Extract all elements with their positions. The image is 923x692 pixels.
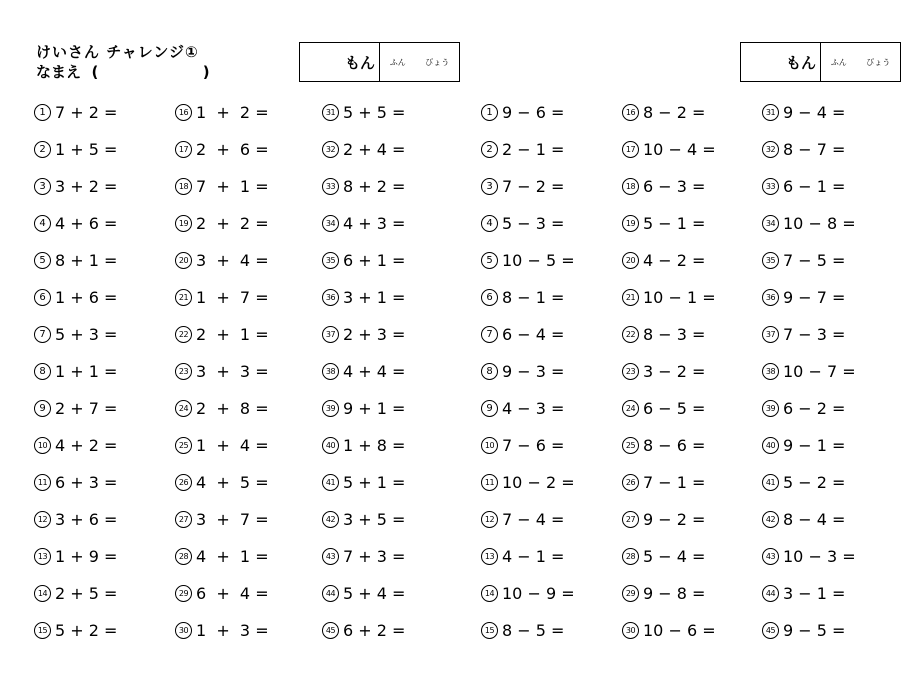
problem-expression: 5 + 4 = xyxy=(343,584,406,603)
name-field-line: なまえ ( ) xyxy=(36,63,210,81)
problem-expression: 2 + 4 = xyxy=(343,140,406,159)
problem-number-badge: 45 xyxy=(322,622,339,639)
problem-row xyxy=(322,434,405,471)
problem-expression: 2 + 3 = xyxy=(343,325,406,344)
problem-row xyxy=(622,249,716,286)
subtraction-column-1 xyxy=(481,101,575,656)
problem-row xyxy=(762,397,856,434)
problem-number-badge: 10 xyxy=(481,437,498,454)
worksheet-header xyxy=(36,42,210,82)
problem-expression: 5 − 2 = xyxy=(783,473,846,492)
problem-expression: 4 + 6 = xyxy=(55,214,118,233)
problem-expression: 8 − 2 = xyxy=(643,103,706,122)
problem-number-badge: 24 xyxy=(622,400,639,417)
problem-number-badge: 8 xyxy=(34,363,51,380)
score-box-addition xyxy=(299,42,460,82)
problem-expression: 6 + 3 = xyxy=(55,473,118,492)
problem-expression: 4 − 1 = xyxy=(502,547,565,566)
problem-row xyxy=(481,434,575,471)
problem-row xyxy=(175,175,269,212)
problem-row xyxy=(175,101,269,138)
problem-expression: 2 + 2 = xyxy=(196,214,269,233)
problem-number-badge: 24 xyxy=(175,400,192,417)
problem-expression: 7 + 2 = xyxy=(55,103,118,122)
addition-column-1 xyxy=(34,101,117,656)
problem-number-badge: 2 xyxy=(34,141,51,158)
problem-expression: 8 + 1 = xyxy=(55,251,118,270)
problem-expression: 9 − 1 = xyxy=(783,436,846,455)
problem-row xyxy=(34,545,117,582)
problem-number-badge: 38 xyxy=(322,363,339,380)
problem-number-badge: 16 xyxy=(175,104,192,121)
problem-row xyxy=(762,471,856,508)
problem-number-badge: 23 xyxy=(175,363,192,380)
problem-number-badge: 12 xyxy=(481,511,498,528)
problem-row xyxy=(622,619,716,656)
problem-expression: 8 − 6 = xyxy=(643,436,706,455)
problem-expression: 9 − 4 = xyxy=(783,103,846,122)
problem-number-badge: 14 xyxy=(481,585,498,602)
problem-expression: 4 + 2 = xyxy=(55,436,118,455)
problem-row xyxy=(762,360,856,397)
problem-expression: 3 + 3 = xyxy=(196,362,269,381)
problem-number-badge: 30 xyxy=(622,622,639,639)
problem-expression: 10 − 9 = xyxy=(502,584,575,603)
problem-number-badge: 26 xyxy=(622,474,639,491)
problem-number-badge: 22 xyxy=(622,326,639,343)
problem-row xyxy=(34,323,117,360)
problem-row xyxy=(34,286,117,323)
problem-row xyxy=(34,360,117,397)
problem-number-badge: 32 xyxy=(322,141,339,158)
problem-number-badge: 1 xyxy=(34,104,51,121)
problem-expression: 1 + 9 = xyxy=(55,547,118,566)
problem-number-badge: 37 xyxy=(762,326,779,343)
problem-expression: 5 + 1 = xyxy=(343,473,406,492)
subtraction-column-2 xyxy=(622,101,716,656)
problem-number-badge: 29 xyxy=(175,585,192,602)
problem-expression: 9 − 8 = xyxy=(643,584,706,603)
problem-number-badge: 43 xyxy=(322,548,339,565)
problem-number-badge: 31 xyxy=(322,104,339,121)
problem-number-badge: 44 xyxy=(762,585,779,602)
problem-number-badge: 25 xyxy=(622,437,639,454)
problem-expression: 1 + 2 = xyxy=(196,103,269,122)
problem-row xyxy=(481,471,575,508)
problem-expression: 9 − 2 = xyxy=(643,510,706,529)
problem-row xyxy=(762,249,856,286)
problem-expression: 6 − 2 = xyxy=(783,399,846,418)
problem-row xyxy=(322,360,405,397)
problem-row xyxy=(175,397,269,434)
score-box-subtraction xyxy=(740,42,901,82)
problem-expression: 3 − 1 = xyxy=(783,584,846,603)
problem-expression: 9 + 1 = xyxy=(343,399,406,418)
problem-number-badge: 22 xyxy=(175,326,192,343)
problem-row xyxy=(175,434,269,471)
problem-row xyxy=(481,323,575,360)
problem-row xyxy=(762,508,856,545)
problem-expression: 8 − 1 = xyxy=(502,288,565,307)
problem-row xyxy=(34,471,117,508)
problem-number-badge: 9 xyxy=(34,400,51,417)
problem-row xyxy=(175,619,269,656)
problem-number-badge: 17 xyxy=(175,141,192,158)
problem-expression: 2 − 1 = xyxy=(502,140,565,159)
problem-number-badge: 11 xyxy=(481,474,498,491)
problem-number-badge: 45 xyxy=(762,622,779,639)
problem-number-badge: 8 xyxy=(481,363,498,380)
problem-row xyxy=(481,360,575,397)
problem-number-badge: 13 xyxy=(34,548,51,565)
problem-number-badge: 39 xyxy=(762,400,779,417)
problem-number-badge: 28 xyxy=(622,548,639,565)
problem-expression: 10 − 3 = xyxy=(783,547,856,566)
problem-expression: 10 − 6 = xyxy=(643,621,716,640)
problem-row xyxy=(322,101,405,138)
problem-number-badge: 2 xyxy=(481,141,498,158)
problem-number-badge: 1 xyxy=(481,104,498,121)
problem-expression: 5 − 3 = xyxy=(502,214,565,233)
score-mon-label: もん xyxy=(300,43,380,81)
problem-number-badge: 21 xyxy=(175,289,192,306)
problem-row xyxy=(622,360,716,397)
problem-number-badge: 17 xyxy=(622,141,639,158)
problem-number-badge: 20 xyxy=(175,252,192,269)
problem-row xyxy=(175,249,269,286)
problem-number-badge: 40 xyxy=(762,437,779,454)
problem-row xyxy=(762,101,856,138)
problem-expression: 9 − 7 = xyxy=(783,288,846,307)
problem-number-badge: 4 xyxy=(34,215,51,232)
problem-number-badge: 36 xyxy=(322,289,339,306)
problem-row xyxy=(481,175,575,212)
problem-number-badge: 36 xyxy=(762,289,779,306)
problem-expression: 3 + 6 = xyxy=(55,510,118,529)
problem-number-badge: 35 xyxy=(322,252,339,269)
problem-expression: 2 + 7 = xyxy=(55,399,118,418)
problem-number-badge: 26 xyxy=(175,474,192,491)
problem-number-badge: 42 xyxy=(322,511,339,528)
problem-number-badge: 27 xyxy=(175,511,192,528)
problem-expression: 1 + 4 = xyxy=(196,436,269,455)
problem-expression: 4 + 5 = xyxy=(196,473,269,492)
problem-row xyxy=(762,619,856,656)
problem-number-badge: 21 xyxy=(622,289,639,306)
problem-number-badge: 16 xyxy=(622,104,639,121)
problem-number-badge: 28 xyxy=(175,548,192,565)
problem-expression: 6 − 1 = xyxy=(783,177,846,196)
problem-row xyxy=(481,286,575,323)
problem-expression: 6 + 2 = xyxy=(343,621,406,640)
problem-row xyxy=(622,397,716,434)
problem-row xyxy=(322,323,405,360)
problem-number-badge: 7 xyxy=(34,326,51,343)
problem-number-badge: 32 xyxy=(762,141,779,158)
problem-row xyxy=(34,434,117,471)
problem-row xyxy=(322,212,405,249)
problem-row xyxy=(622,286,716,323)
problem-expression: 5 + 2 = xyxy=(55,621,118,640)
problem-expression: 5 − 1 = xyxy=(643,214,706,233)
problem-row xyxy=(322,175,405,212)
problem-expression: 7 + 3 = xyxy=(343,547,406,566)
problem-expression: 10 − 1 = xyxy=(643,288,716,307)
problem-expression: 7 + 1 = xyxy=(196,177,269,196)
problem-number-badge: 3 xyxy=(34,178,51,195)
problem-row xyxy=(762,323,856,360)
problem-expression: 3 + 2 = xyxy=(55,177,118,196)
problem-expression: 1 + 1 = xyxy=(55,362,118,381)
problem-row xyxy=(34,175,117,212)
problem-expression: 8 + 2 = xyxy=(343,177,406,196)
problem-expression: 8 − 5 = xyxy=(502,621,565,640)
problem-expression: 2 + 8 = xyxy=(196,399,269,418)
problem-row xyxy=(34,508,117,545)
problem-row xyxy=(622,471,716,508)
score-mon-label: もん xyxy=(741,43,821,81)
problem-expression: 3 + 5 = xyxy=(343,510,406,529)
problem-row xyxy=(762,175,856,212)
addition-column-3 xyxy=(322,101,405,656)
problem-number-badge: 4 xyxy=(481,215,498,232)
problem-number-badge: 19 xyxy=(175,215,192,232)
problem-row xyxy=(322,508,405,545)
problem-expression: 3 + 1 = xyxy=(343,288,406,307)
problem-number-badge: 44 xyxy=(322,585,339,602)
problem-number-badge: 34 xyxy=(322,215,339,232)
problem-row xyxy=(175,582,269,619)
problem-expression: 6 − 4 = xyxy=(502,325,565,344)
problem-expression: 10 − 2 = xyxy=(502,473,575,492)
problem-row xyxy=(481,101,575,138)
problem-row xyxy=(322,138,405,175)
problem-row xyxy=(34,212,117,249)
problem-row xyxy=(34,138,117,175)
problem-row xyxy=(762,545,856,582)
problem-number-badge: 40 xyxy=(322,437,339,454)
problem-number-badge: 33 xyxy=(762,178,779,195)
problem-row xyxy=(481,619,575,656)
problem-number-badge: 13 xyxy=(481,548,498,565)
problem-expression: 3 − 2 = xyxy=(643,362,706,381)
problem-expression: 6 + 4 = xyxy=(196,584,269,603)
problem-expression: 7 − 5 = xyxy=(783,251,846,270)
problem-number-badge: 42 xyxy=(762,511,779,528)
problem-row xyxy=(762,286,856,323)
problem-row xyxy=(322,582,405,619)
seconds-label: びょう xyxy=(425,57,450,67)
problem-expression: 2 + 6 = xyxy=(196,140,269,159)
addition-column-2 xyxy=(175,101,269,656)
problem-number-badge: 23 xyxy=(622,363,639,380)
problem-number-badge: 29 xyxy=(622,585,639,602)
problem-expression: 8 − 7 = xyxy=(783,140,846,159)
problem-expression: 10 − 7 = xyxy=(783,362,856,381)
problem-row xyxy=(34,397,117,434)
problem-number-badge: 3 xyxy=(481,178,498,195)
minutes-label: ふん xyxy=(830,57,847,67)
time-field[interactable] xyxy=(380,43,459,81)
problem-row xyxy=(481,249,575,286)
problem-row xyxy=(622,508,716,545)
problem-row xyxy=(322,471,405,508)
problem-expression: 5 + 5 = xyxy=(343,103,406,122)
problem-row xyxy=(175,508,269,545)
problem-number-badge: 10 xyxy=(34,437,51,454)
problem-row xyxy=(481,397,575,434)
problem-row xyxy=(34,101,117,138)
problem-expression: 1 + 7 = xyxy=(196,288,269,307)
problem-number-badge: 9 xyxy=(481,400,498,417)
problem-number-badge: 18 xyxy=(622,178,639,195)
problem-number-badge: 30 xyxy=(175,622,192,639)
problem-number-badge: 18 xyxy=(175,178,192,195)
problem-number-badge: 34 xyxy=(762,215,779,232)
problem-row xyxy=(175,323,269,360)
problem-row xyxy=(175,545,269,582)
problem-row xyxy=(322,286,405,323)
problem-expression: 1 + 6 = xyxy=(55,288,118,307)
problem-number-badge: 39 xyxy=(322,400,339,417)
problem-expression: 9 − 6 = xyxy=(502,103,565,122)
problem-number-badge: 12 xyxy=(34,511,51,528)
problem-row xyxy=(322,397,405,434)
problem-expression: 1 + 8 = xyxy=(343,436,406,455)
problem-row xyxy=(481,582,575,619)
problem-expression: 2 + 1 = xyxy=(196,325,269,344)
problem-expression: 7 − 2 = xyxy=(502,177,565,196)
problem-number-badge: 15 xyxy=(481,622,498,639)
problem-expression: 6 − 3 = xyxy=(643,177,706,196)
subtraction-column-3 xyxy=(762,101,856,656)
problem-row xyxy=(622,175,716,212)
problem-expression: 2 + 5 = xyxy=(55,584,118,603)
problem-number-badge: 27 xyxy=(622,511,639,528)
problem-expression: 8 − 4 = xyxy=(783,510,846,529)
problem-number-badge: 25 xyxy=(175,437,192,454)
problem-row xyxy=(622,101,716,138)
problem-expression: 7 − 4 = xyxy=(502,510,565,529)
problem-row xyxy=(175,360,269,397)
problem-expression: 4 + 4 = xyxy=(343,362,406,381)
problem-row xyxy=(322,249,405,286)
problem-expression: 3 + 7 = xyxy=(196,510,269,529)
problem-number-badge: 31 xyxy=(762,104,779,121)
problem-row xyxy=(175,286,269,323)
problem-row xyxy=(481,212,575,249)
worksheet-title: けいさん チャレンジ① xyxy=(36,43,199,61)
problem-row xyxy=(762,138,856,175)
problem-row xyxy=(34,619,117,656)
problem-row xyxy=(481,545,575,582)
problem-row xyxy=(622,323,716,360)
problem-number-badge: 37 xyxy=(322,326,339,343)
problem-number-badge: 5 xyxy=(34,252,51,269)
problem-row xyxy=(622,212,716,249)
problem-row xyxy=(622,582,716,619)
problem-expression: 4 + 1 = xyxy=(196,547,269,566)
problem-row xyxy=(481,138,575,175)
seconds-label: びょう xyxy=(866,57,891,67)
problem-number-badge: 15 xyxy=(34,622,51,639)
problem-row xyxy=(481,508,575,545)
time-field[interactable] xyxy=(821,43,900,81)
problem-expression: 4 − 2 = xyxy=(643,251,706,270)
problem-row xyxy=(322,545,405,582)
problem-expression: 1 + 3 = xyxy=(196,621,269,640)
problem-number-badge: 35 xyxy=(762,252,779,269)
problem-expression: 1 + 5 = xyxy=(55,140,118,159)
problem-number-badge: 41 xyxy=(762,474,779,491)
problem-expression: 3 + 4 = xyxy=(196,251,269,270)
minutes-label: ふん xyxy=(389,57,406,67)
problem-expression: 8 − 3 = xyxy=(643,325,706,344)
problem-row xyxy=(175,471,269,508)
problem-row xyxy=(622,545,716,582)
problem-row xyxy=(762,212,856,249)
problem-expression: 4 − 3 = xyxy=(502,399,565,418)
problem-expression: 9 − 5 = xyxy=(783,621,846,640)
problem-row xyxy=(34,249,117,286)
problem-expression: 7 − 6 = xyxy=(502,436,565,455)
problem-expression: 4 + 3 = xyxy=(343,214,406,233)
problem-row xyxy=(762,434,856,471)
problem-expression: 5 − 4 = xyxy=(643,547,706,566)
problem-row xyxy=(322,619,405,656)
problem-number-badge: 19 xyxy=(622,215,639,232)
problem-number-badge: 43 xyxy=(762,548,779,565)
problem-number-badge: 5 xyxy=(481,252,498,269)
problem-number-badge: 6 xyxy=(481,289,498,306)
problem-row xyxy=(175,138,269,175)
problem-expression: 7 − 1 = xyxy=(643,473,706,492)
problem-number-badge: 14 xyxy=(34,585,51,602)
problem-expression: 5 + 3 = xyxy=(55,325,118,344)
problem-row xyxy=(34,582,117,619)
problem-expression: 7 − 3 = xyxy=(783,325,846,344)
problem-row xyxy=(622,138,716,175)
problem-number-badge: 7 xyxy=(481,326,498,343)
problem-row xyxy=(622,434,716,471)
problem-number-badge: 6 xyxy=(34,289,51,306)
problem-number-badge: 20 xyxy=(622,252,639,269)
problem-expression: 10 − 5 = xyxy=(502,251,575,270)
problem-number-badge: 33 xyxy=(322,178,339,195)
problem-number-badge: 11 xyxy=(34,474,51,491)
problem-number-badge: 38 xyxy=(762,363,779,380)
problem-expression: 6 − 5 = xyxy=(643,399,706,418)
problem-expression: 6 + 1 = xyxy=(343,251,406,270)
problem-expression: 10 − 4 = xyxy=(643,140,716,159)
problem-row xyxy=(762,582,856,619)
problem-number-badge: 41 xyxy=(322,474,339,491)
problem-expression: 9 − 3 = xyxy=(502,362,565,381)
problem-row xyxy=(175,212,269,249)
problem-expression: 10 − 8 = xyxy=(783,214,856,233)
